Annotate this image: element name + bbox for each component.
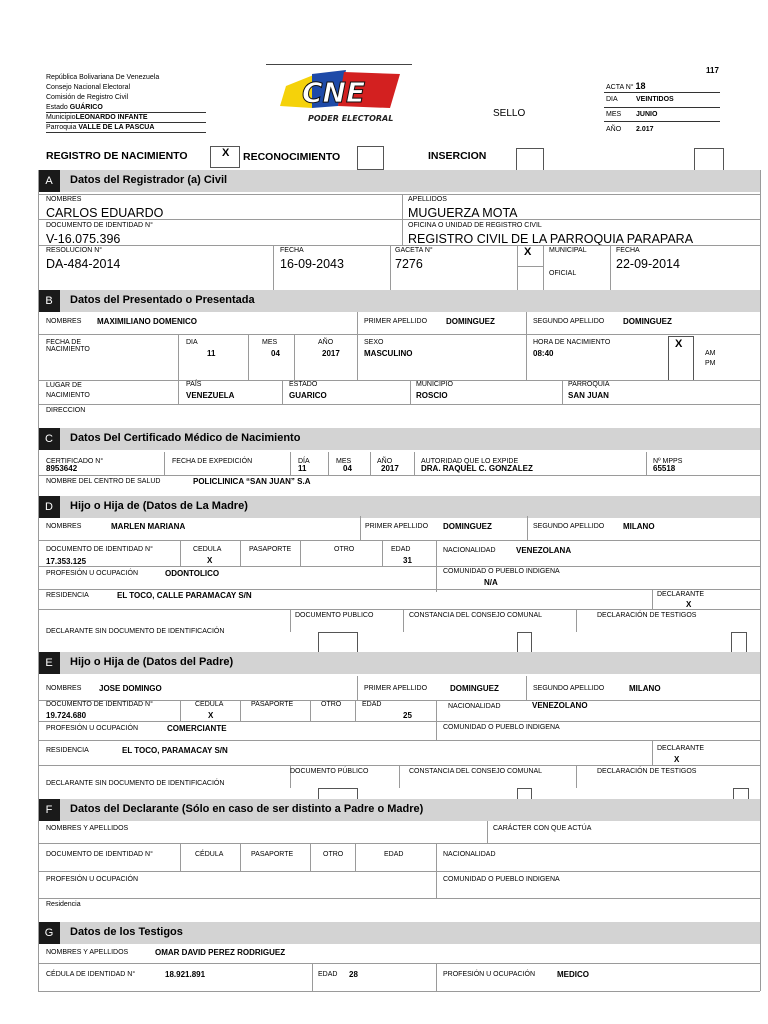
ano-label: AÑO xyxy=(606,126,622,133)
dia-value: VEINTIDOS xyxy=(636,96,674,103)
padre-pa-label: PRIMER APELLIDO xyxy=(364,685,428,692)
cert-value: 8953642 xyxy=(46,464,78,473)
declarante-res-label: Residencia xyxy=(46,901,81,908)
madre-cedula-label: CEDULA xyxy=(193,546,222,553)
fecha-nac-label: FECHA DE NACIMIENTO xyxy=(46,339,90,353)
madre-pa-label: PRIMER APELLIDO xyxy=(365,523,429,530)
sexo-value: MASCULINO xyxy=(364,349,413,358)
madre-prof: ODONTOLICO xyxy=(165,569,220,578)
page-number: 117 xyxy=(706,66,719,75)
municipio-value: ROSCIO xyxy=(416,391,448,400)
tipo-nacimiento: REGISTRO DE NACIMIENTO xyxy=(46,150,188,162)
extra-checkbox[interactable] xyxy=(694,148,724,172)
cert-dia: 11 xyxy=(298,464,307,473)
section-c-header: C Datos Del Certificado Médico de Nacimiento xyxy=(38,428,760,450)
resolucion-value: DA-484-2014 xyxy=(46,257,121,271)
hora-label: HORA DE NACIMIENTO xyxy=(533,339,611,346)
madre-nac-label: NACIONALIDAD xyxy=(443,547,496,554)
cert-mes: 04 xyxy=(343,464,352,473)
declarante-caracter-label: CARÁCTER CON QUE ACTÚA xyxy=(493,825,592,832)
testigo-nombres-label: NOMBRES Y APELLIDOS xyxy=(46,949,129,956)
estado-value: GUARICO xyxy=(289,391,327,400)
nac-dia-label: DIA xyxy=(186,339,198,346)
ano-value: 2.017 xyxy=(636,126,654,133)
declarante-pasaporte-label: PASAPORTE xyxy=(251,851,294,858)
municipal-label: MUNICIPAL xyxy=(549,247,587,254)
lugar-label: LUGAR DE NACIMIENTO xyxy=(46,382,90,399)
padre-doc-label: DOCUMENTO DE IDENTIDAD N° xyxy=(46,701,153,708)
pais-label: PAÍS xyxy=(186,381,202,388)
madre-nombres: MARLEN MARIANA xyxy=(111,522,186,531)
section-a-header: A Datos del Registrador (a) Civil xyxy=(38,170,760,192)
declarante-com-label: COMUNIDAD O PUEBLO INDIGENA xyxy=(443,876,560,883)
madre-doc: 17.353.125 xyxy=(46,557,87,566)
padre-sa: MILANO xyxy=(629,684,661,693)
padre-cedula-label: CEDULA xyxy=(195,701,224,708)
pais-value: VENEZUELA xyxy=(186,391,235,400)
section-f-header: F Datos del Declarante (Sólo en caso de ser distinto a Padre o Madre) xyxy=(38,799,760,821)
testigo-ced-label: CÉDULA DE IDENTIDAD N° xyxy=(46,971,136,978)
sello-label: SELLO xyxy=(493,108,526,119)
padre-prof: COMERCIANTE xyxy=(167,724,227,733)
am-label: AM xyxy=(705,350,716,357)
parroquia-label: PARROQUIA xyxy=(568,381,610,388)
madre-doc-label: DOCUMENTO DE IDENTIDAD N° xyxy=(46,546,153,553)
fecha-label: FECHA xyxy=(280,247,304,254)
madre-pasaporte-label: PASAPORTE xyxy=(249,546,292,553)
padre-doc: 19.724.680 xyxy=(46,711,87,720)
pm-label: PM xyxy=(705,360,716,367)
padre-prof-label: PROFESIÓN U OCUPACIÓN xyxy=(46,725,139,732)
fecha2-label: FECHA xyxy=(616,247,640,254)
centro-value: POLICLINICA “SAN JUAN” S.A xyxy=(193,477,311,486)
autoridad-value: DRA. RAQUEL C. GONZALEZ xyxy=(421,464,533,473)
madre-prof-label: PROFESIÓN U OCUPACIÓN xyxy=(46,570,139,577)
reconocimiento-checkbox[interactable] xyxy=(357,146,384,170)
madre-pa: DOMINGUEZ xyxy=(443,522,492,531)
gaceta-value: 7276 xyxy=(395,257,423,271)
madre-decl-mark: X xyxy=(686,600,692,609)
presentado-nombres: MAXIMILIANO DOMENICO xyxy=(97,317,197,326)
cert-ano: 2017 xyxy=(381,464,399,473)
cert-ano-label: AÑO xyxy=(377,458,393,465)
registrador-nombres-label: NOMBRES xyxy=(46,196,82,203)
autoridad-label: AUTORIDAD QUE LO EXPIDE xyxy=(421,458,519,465)
presentado-pa: DOMINGUEZ xyxy=(446,317,495,326)
header-parroquia: Parroquia VALLE DE LA PASCUA xyxy=(46,124,155,131)
nac-mes-label: MES xyxy=(262,339,278,346)
padre-com-label: COMUNIDAD O PUEBLO INDIGENA xyxy=(443,724,560,731)
cne-logo xyxy=(272,66,412,124)
testigo-prof-label: PROFESIÓN U OCUPACIÓN xyxy=(443,971,536,978)
acta-field: ACTA N° 18 xyxy=(606,81,646,91)
resolucion-label: RESOLUCION N° xyxy=(46,247,103,254)
header-municipio: MunicipioLEONARDO INFANTE xyxy=(46,114,148,121)
municipio-label: MUNICIPIO xyxy=(416,381,453,388)
declarante-nombres-label: NOMBRES Y APELLIDOS xyxy=(46,825,129,832)
oficina-label: OFICINA O UNIDAD DE REGISTRO CIVIL xyxy=(408,222,542,229)
hora-value: 08:40 xyxy=(533,349,554,358)
madre-edad-label: EDAD xyxy=(391,546,411,553)
presentado-sa: DOMINGUEZ xyxy=(623,317,672,326)
oficial-label: OFICIAL xyxy=(549,270,577,277)
declarante-edad-label: EDAD xyxy=(384,851,404,858)
declarante-cedula-label: CÉDULA xyxy=(195,851,224,858)
dia-label: DIA xyxy=(606,96,618,103)
padre-testigos-label: DECLARACIÓN DE TESTIGOS xyxy=(597,768,697,775)
header-estado: Estado GUÁRICO xyxy=(46,104,103,111)
registrador-apellidos: MUGUERZA MOTA xyxy=(408,206,518,220)
tipo-reconocimiento: RECONOCIMIENTO xyxy=(243,151,341,163)
mpps-label: Nº MPPS xyxy=(653,458,683,465)
nac-ano: 2017 xyxy=(322,349,340,358)
madre-sa-label: SEGUNDO APELLIDO xyxy=(533,523,605,530)
registrador-doc: V-16.075.396 xyxy=(46,232,121,246)
padre-pasaporte-label: PASAPORTE xyxy=(251,701,294,708)
madre-decl-label: DECLARANTE xyxy=(657,591,705,598)
estado-label: ESTADO xyxy=(289,381,318,388)
madre-sin-doc-label: DECLARANTE SIN DOCUMENTO DE IDENTIFICACIÓN xyxy=(46,628,225,635)
padre-pa: DOMINGUEZ xyxy=(450,684,499,693)
padre-edad: 25 xyxy=(403,711,412,720)
pm-checkbox[interactable] xyxy=(668,356,694,381)
madre-edad: 31 xyxy=(403,556,412,565)
padre-edad-label: EDAD xyxy=(362,701,382,708)
header-country: República Bolivariana De Venezuela xyxy=(46,74,160,81)
madre-docpub-box[interactable] xyxy=(318,632,358,654)
madre-otro-label: OTRO xyxy=(334,546,355,553)
madre-nombres-label: NOMBRES xyxy=(46,523,82,530)
header-commission: Comisión de Registro Civil xyxy=(46,94,129,101)
madre-docpub-label: DOCUMENTO PUBLICO xyxy=(295,612,374,619)
nacimiento-mark: X xyxy=(222,147,230,159)
mes-label: MES xyxy=(606,111,622,118)
padre-res-label: RESIDENCIA xyxy=(46,747,89,754)
padre-const-label: CONSTANCIA DEL CONSEJO COMUNAL xyxy=(409,768,543,775)
madre-nac: VENEZOLANA xyxy=(516,546,572,555)
section-g-header: G Datos de los Testigos xyxy=(38,922,760,944)
padre-otro-label: OTRO xyxy=(321,701,342,708)
padre-cedula-mark: X xyxy=(208,711,214,720)
gaceta-label: GACETA N° xyxy=(395,247,433,254)
parroquia-value: SAN JUAN xyxy=(568,391,609,400)
madre-com-label: COMUNIDAD O PUEBLO INDIGENA xyxy=(443,568,560,575)
padre-nombres: JOSE DOMINGO xyxy=(99,684,162,693)
testigo-edad: 28 xyxy=(349,970,358,979)
padre-sa-label: SEGUNDO APELLIDO xyxy=(533,685,605,692)
cert-dia-label: DÍA xyxy=(298,458,310,465)
registrador-nombres: CARLOS EDUARDO xyxy=(46,206,164,220)
registrador-doc-label: DOCUMENTO DE IDENTIDAD N° xyxy=(46,222,153,229)
fecha2-value: 22-09-2014 xyxy=(616,257,680,271)
padre-docpub-label: DOCUMENTO PÚBLICO xyxy=(290,768,369,775)
header-council: Consejo Nacional Electoral xyxy=(46,84,131,91)
nac-ano-label: AÑO xyxy=(318,339,334,346)
am-mark: X xyxy=(675,338,683,350)
presentado-nombres-label: NOMBRES xyxy=(46,318,82,325)
logo-text: CNE xyxy=(302,76,366,109)
padre-nac: VENEZOLANO xyxy=(532,701,588,710)
mpps-value: 65518 xyxy=(653,464,676,473)
section-b-header: B Datos del Presentado o Presentada xyxy=(38,290,760,312)
madre-testigos-label: DECLARACIÓN DE TESTIGOS xyxy=(597,612,697,619)
logo-subtitle: PODER ELECTORAL xyxy=(308,114,394,123)
madre-const-label: CONSTANCIA DEL CONSEJO COMUNAL xyxy=(409,612,543,619)
section-e-header: E Hijo o Hija de (Datos del Padre) xyxy=(38,652,760,674)
fecha-value: 16-09-2043 xyxy=(280,257,344,271)
centro-label: NOMBRE DEL CENTRO DE SALUD xyxy=(46,478,161,485)
padre-sin-doc-label: DECLARANTE SIN DOCUMENTO DE IDENTIFICACIÓN xyxy=(46,780,225,787)
presentado-pa-label: PRIMER APELLIDO xyxy=(364,318,428,325)
exp-label: FECHA DE EXPEDICIÓN xyxy=(172,458,253,465)
insercion-checkbox[interactable] xyxy=(516,148,544,172)
testigo-nombres: OMAR DAVID PEREZ RODRIGUEZ xyxy=(155,948,286,957)
declarante-doc-label: DOCUMENTO DE IDENTIDAD N° xyxy=(46,851,153,858)
padre-nac-label: NACIONALIDAD xyxy=(448,703,501,710)
padre-decl-label: DECLARANTE xyxy=(657,745,705,752)
cert-label: CERTIFICADO N° xyxy=(46,458,104,465)
section-d-header: D Hijo o Hija de (Datos de La Madre) xyxy=(38,496,760,518)
declarante-otro-label: OTRO xyxy=(323,851,344,858)
padre-nombres-label: NOMBRES xyxy=(46,685,82,692)
padre-res: EL TOCO, PARAMACAY S/N xyxy=(122,746,228,755)
municipal-mark: X xyxy=(524,246,532,258)
madre-res: EL TOCO, CALLE PARAMACAY S/N xyxy=(117,591,252,600)
testigo-prof: MEDICO xyxy=(557,970,589,979)
declarante-nac-label: NACIONALIDAD xyxy=(443,851,496,858)
madre-res-label: RESIDENCIA xyxy=(46,592,89,599)
declarante-prof-label: PROFESIÓN U OCUPACIÓN xyxy=(46,876,139,883)
testigo-ced: 18.921.891 xyxy=(165,970,206,979)
madre-com: N/A xyxy=(484,578,498,587)
madre-const-box[interactable] xyxy=(517,632,532,654)
mes-value: JUNIO xyxy=(636,111,658,118)
registrador-apellidos-label: APELLIDOS xyxy=(408,196,447,203)
testigo-edad-label: EDAD xyxy=(318,971,338,978)
direccion-label: DIRECCION xyxy=(46,407,86,414)
tipo-insercion: INSERCION xyxy=(428,150,487,162)
sexo-label: SEXO xyxy=(364,339,384,346)
presentado-sa-label: SEGUNDO APELLIDO xyxy=(533,318,605,325)
padre-decl-mark: X xyxy=(674,755,680,764)
oficina-value: REGISTRO CIVIL DE LA PARROQUIA PARAPARA xyxy=(408,232,694,246)
madre-sa: MILANO xyxy=(623,522,655,531)
madre-cedula-mark: X xyxy=(207,556,213,565)
cert-mes-label: MES xyxy=(336,458,352,465)
nac-mes: 04 xyxy=(271,349,280,358)
nac-dia: 11 xyxy=(207,349,216,358)
madre-testigos-box[interactable] xyxy=(731,632,747,654)
